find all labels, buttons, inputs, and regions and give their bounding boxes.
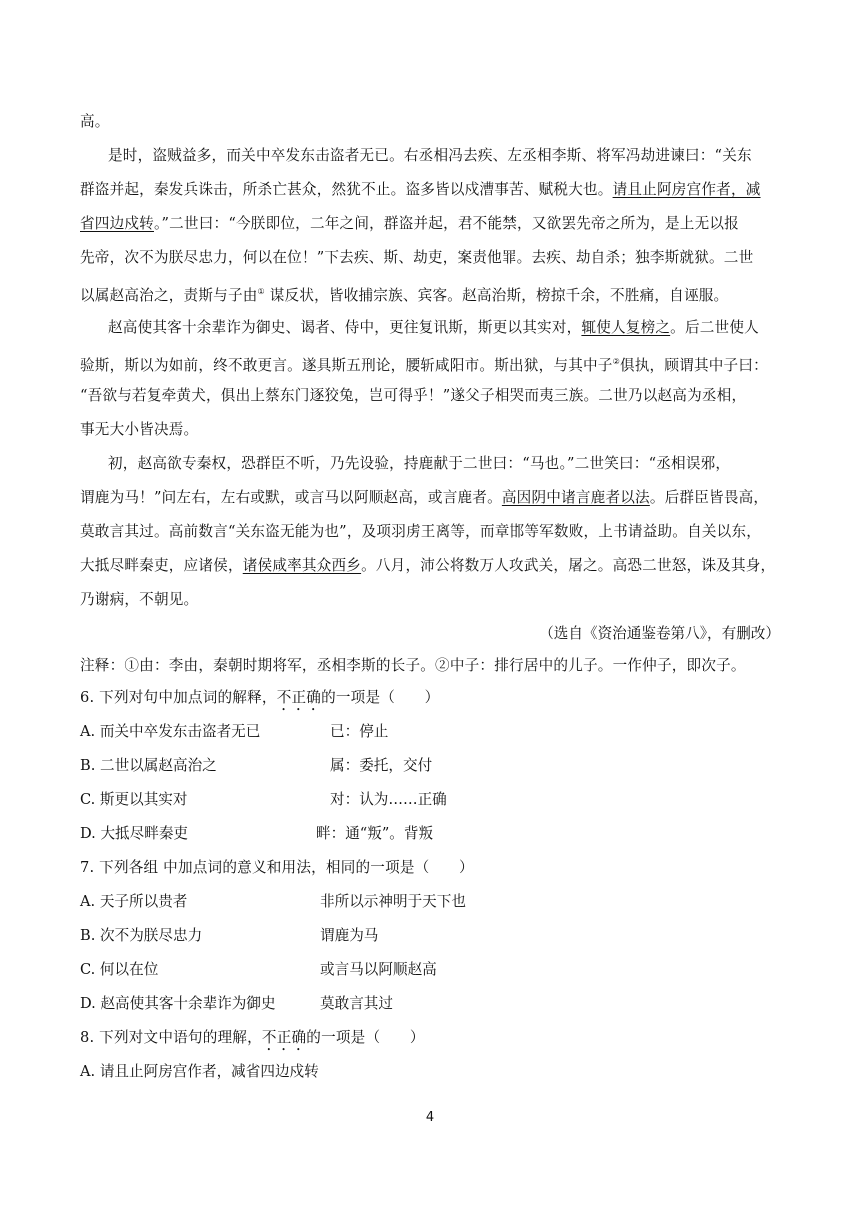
footnote-marker: ② [612, 357, 620, 366]
q6-option-b[interactable]: B. 二世以属赵高治之 [80, 757, 217, 774]
question-8-stem [80, 1028, 780, 1054]
q6-option-c-gloss: 对：认为……正确 [330, 791, 447, 808]
passage-line [80, 420, 780, 440]
q6-option-b-gloss: 属：委托，交付 [330, 757, 433, 774]
text: 谓鹿为马！”问左右，左右或默，或言马以阿顺赵高，或言鹿者。 [80, 489, 502, 506]
passage-line [80, 214, 780, 234]
question-6-stem [80, 688, 780, 714]
text: 群盗并起，秦发兵诛击，所杀亡甚众，然犹不止。盗多皆以戍漕事苦、赋税大也。 [80, 181, 613, 198]
text: 的一项是（ ） [306, 1029, 425, 1046]
source-citation: （选自《资治通鉴卷第八》，有删改） [539, 625, 780, 642]
passage-line [80, 112, 780, 132]
text: 赵高使其客十余辈诈为御史、谒者、侍中，更往复讯斯，斯更以其实对， [108, 319, 582, 336]
underlined-sentence: 请且止阿房宫作者，减 [612, 181, 761, 198]
passage-line [80, 488, 780, 508]
text: 乃谢病，不朝见。 [80, 591, 199, 608]
q6-option-d-gloss: 畔：通“叛”。背叛 [316, 825, 434, 842]
text: 高。 [80, 113, 110, 130]
text: 的一项是（ ） [321, 689, 440, 706]
underlined-sentence: 辄使人复榜之 [581, 319, 671, 336]
q7-option-b-right: 谓鹿为马 [320, 927, 379, 944]
text: 验斯，斯以为如前，终不敢更言。遂具斯五刑论，腰斩咸阳市。斯出狱，与其中子 [80, 357, 613, 374]
underlined-sentence: 省四边戍转 [80, 215, 154, 232]
passage-line [80, 590, 780, 610]
q7-option-d-right: 莫敢言其过 [320, 995, 393, 1012]
page-number: 4 [425, 1110, 435, 1125]
q6-option-c[interactable]: C. 斯更以其实对 [80, 791, 188, 808]
text: 大抵尽畔秦吏，应诸侯， [80, 557, 243, 574]
text: 俱执，顾谓其中子曰： [619, 357, 768, 374]
annotation-notes: 注释：①由：李由，秦朝时期将军，丞相李斯的长子。②中子：排行居中的儿子。一作仲子，即次子。 [80, 657, 746, 674]
paragraph-1 [108, 146, 808, 166]
q7-option-a-right: 非所以示神明于天下也 [320, 893, 466, 910]
emphasis-text: 不正确 [276, 689, 322, 706]
text: 莫敢言其过。高前数言“关东盗无能为也”，及项羽虏王离等，而章邯等军数败，上书请益助。自关以东， [80, 523, 762, 540]
q7-option-a[interactable]: A. 天子所以贵者 [80, 893, 188, 910]
question-7-stem: 7. 下列各组 中加点词的意义和用法，相同的一项是（ ） [80, 859, 474, 876]
text: 以属赵高治之，责斯与子由 [80, 287, 258, 304]
underlined-sentence: 高因阴中诸言鹿者以法 [501, 489, 650, 506]
text: 先帝，次不为朕尽忠力，何以在位！”下去疾、斯、劫吏，案责他罪。去疾、劫自杀；独李斯就狱。二世 [80, 249, 754, 266]
emphasis-text: 不正确 [261, 1029, 307, 1046]
q7-option-c[interactable]: C. 何以在位 [80, 961, 159, 978]
paragraph-2 [108, 318, 808, 338]
footnote-marker: ① [257, 287, 265, 296]
text: 谋反状，皆收捕宗族、宾客。赵高治斯，榜掠千余，不胜痛，自诬服。 [264, 287, 729, 304]
passage-line [80, 180, 780, 200]
text: 。”二世曰：“今朕即位，二年之间，群盗并起，君不能禁，又欲罢先帝之所为，是上无以报 [153, 215, 739, 232]
text: 。后二世使人 [670, 319, 759, 336]
text: “吾欲与若复牵黄犬，俱出上蔡东门逐狡兔，岂可得乎！”遂父子相哭而夷三族。二世乃以赵高为丞相， [80, 387, 747, 404]
passage-line [80, 386, 780, 406]
text: 初，赵高欲专秦权，恐群臣不听，乃先设验，持鹿献于二世曰：“马也。”二世笑曰：“丞相误邪， [108, 455, 731, 472]
q8-option-a[interactable]: A. 请且止阿房宫作者，减省四边戍转 [80, 1063, 319, 1080]
paragraph-3 [108, 454, 808, 474]
q6-option-d[interactable]: D. 大抵尽畔秦吏 [80, 825, 189, 842]
q6-option-a-gloss: 已：停止 [330, 723, 389, 740]
passage-line [80, 248, 780, 268]
text: 6. 下列对句中加点词的解释， [80, 689, 277, 706]
q7-option-d[interactable]: D. 赵高使其客十余辈诈为御史 [80, 995, 276, 1012]
underlined-sentence: 诸侯咸率其众西乡 [242, 557, 362, 574]
q7-option-c-right: 或言马以阿顺赵高 [320, 961, 437, 978]
text: 8. 下列对文中语句的理解， [80, 1029, 262, 1046]
text: 是时，盗贼益多，而关中卒发东击盗者无已。右丞相冯去疾、左丞相李斯、将军冯劫进谏曰：“关东 [108, 147, 752, 164]
passage-line [80, 282, 780, 306]
passage-line [80, 556, 780, 576]
text: 。八月，沛公将数万人攻武关，屠之。高恐二世怒，诛及其身， [361, 557, 776, 574]
passage-line [80, 522, 780, 542]
text: 事无大小皆决焉。 [80, 421, 199, 438]
q6-option-a[interactable]: A. 而关中卒发东击盗者无已 [80, 723, 261, 740]
passage-line [80, 352, 780, 376]
q7-option-b[interactable]: B. 次不为朕尽忠力 [80, 927, 203, 944]
text: 。后群臣皆畏高， [649, 489, 769, 506]
